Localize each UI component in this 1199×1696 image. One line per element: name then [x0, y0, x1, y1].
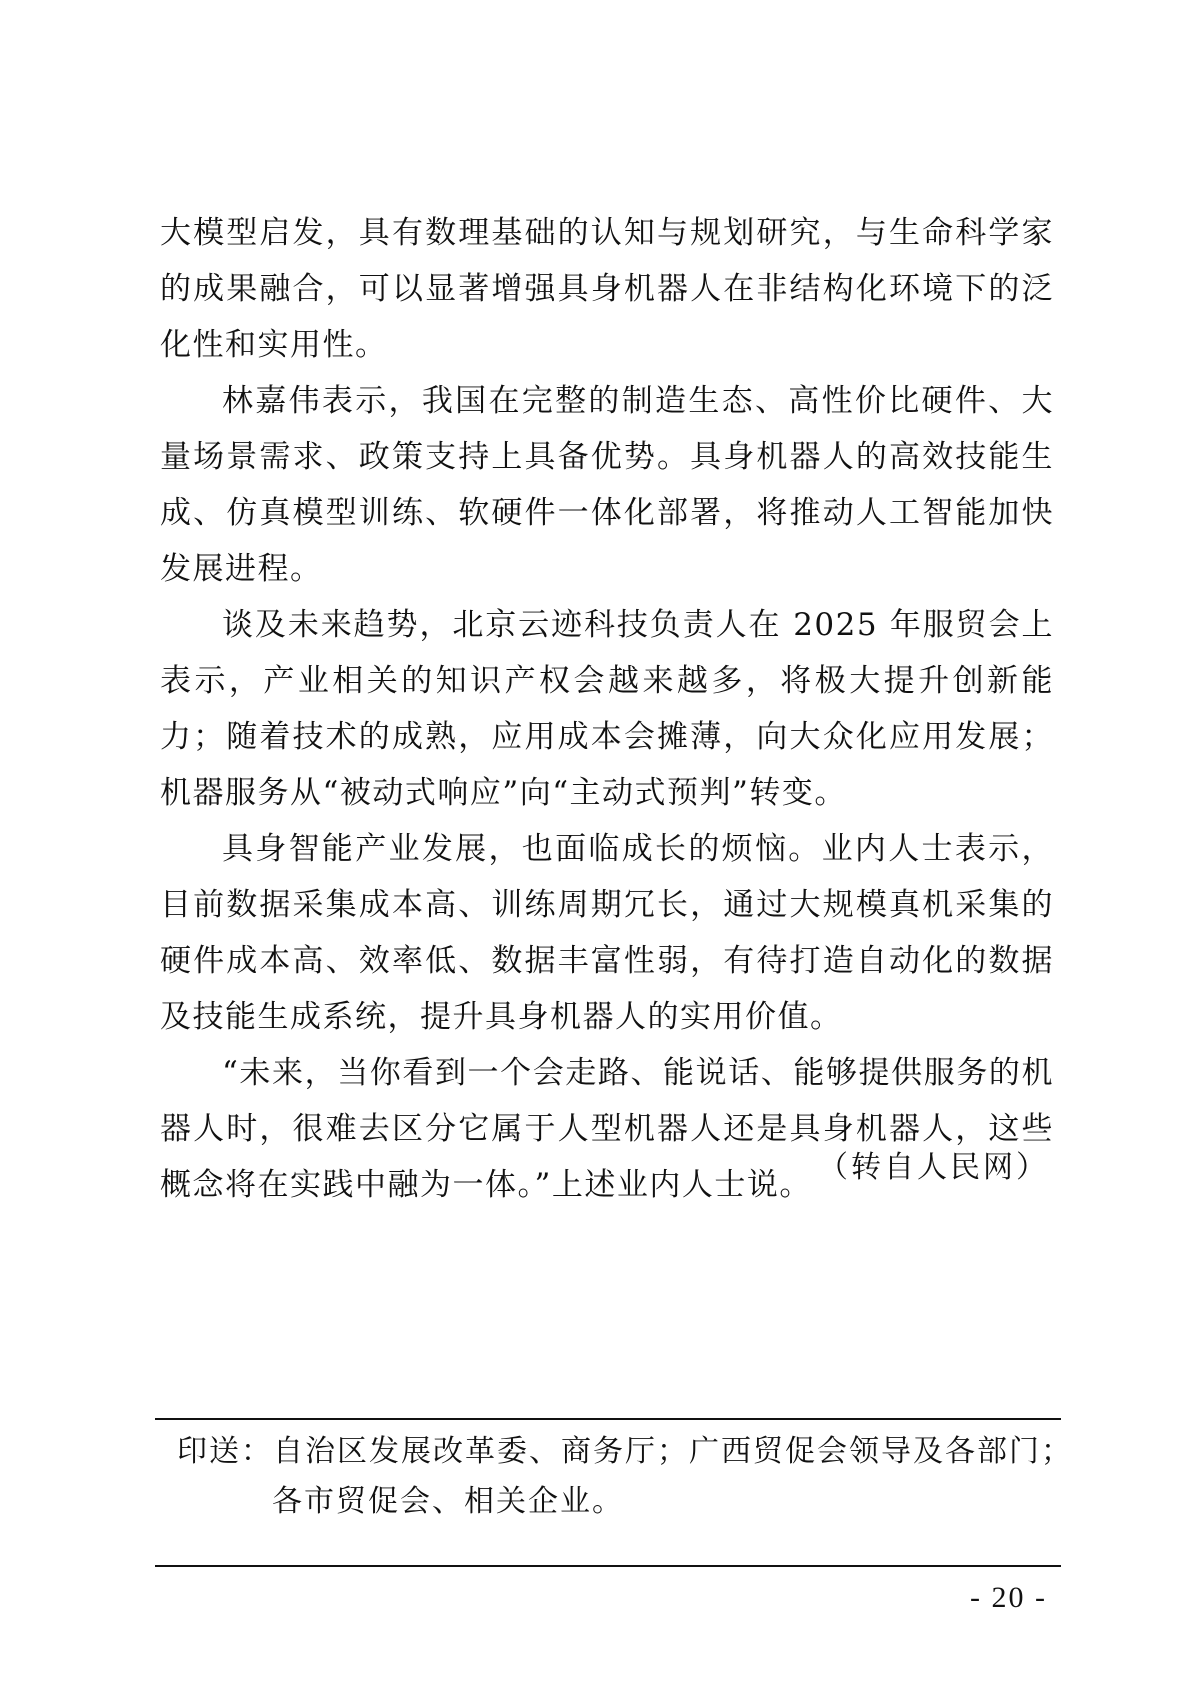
distribution-bottom-rule: [155, 1565, 1061, 1567]
distribution-label: 印送：: [177, 1434, 273, 1469]
paragraph-quote: “未来，当你看到一个会走路、能说话、能够提供服务的机器人时，很难去区分它属于人型机器人还是具身机器人，这些概念将在实践中融为一体。”上述业内人士说。: [160, 1055, 1054, 1203]
paragraph: 具身智能产业发展，也面临成长的烦恼。业内人士表示，目前数据采集成本高、训练周期冗长，通过大规模真机采集的硬件成本高、效率低、数据丰富性弱，有待打造自动化的数据及技能生成系统，提升具身机器人的实用价值。: [160, 831, 1054, 1035]
distribution-recipients-1: 自治区发展改革委、商务厅；广西贸促会领导及各部门；: [273, 1434, 1073, 1469]
article-body: [160, 205, 1054, 1213]
source-attribution: （转自人民网）: [818, 1150, 1049, 1185]
distribution-recipients-2: 各市贸促会、相关企业。: [272, 1484, 624, 1519]
distribution-line-1: [177, 1427, 1073, 1477]
paragraph-continuation: 大模型启发，具有数理基础的认知与规划研究，与生命科学家的成果融合，可以显著增强具身机器人在非结构化环境下的泛化性和实用性。: [160, 215, 1054, 363]
distribution-top-rule: [155, 1418, 1061, 1420]
distribution-list: [177, 1427, 1073, 1527]
page-number: - 20 -: [970, 1581, 1047, 1614]
paragraph: 谈及未来趋势，北京云迹科技负责人在 2025 年服贸会上表示，产业相关的知识产权会越来越多，将极大提升创新能力；随着技术的成熟，应用成本会摊薄，向大众化应用发展；机器服务从“被动式响应”向“主动式预判”转变。: [160, 607, 1054, 811]
paragraph: 林嘉伟表示，我国在完整的制造生态、高性价比硬件、大量场景需求、政策支持上具备优势。具身机器人的高效技能生成、仿真模型训练、软硬件一体化部署，将推动人工智能加快发展进程。: [160, 383, 1054, 587]
